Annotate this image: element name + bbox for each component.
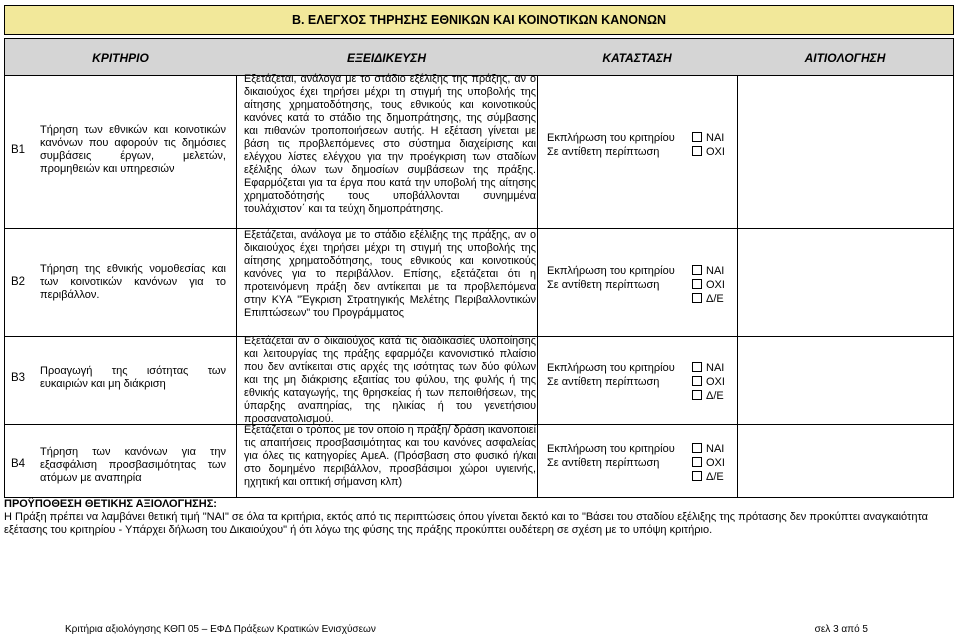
status-options (692, 442, 752, 484)
checkbox-icon[interactable] (692, 362, 702, 372)
checkbox-icon[interactable] (692, 132, 702, 142)
checkbox-icon[interactable] (692, 146, 702, 156)
precondition-text: Η Πράξη πρέπει να λαμβάνει θετική τιμή "ΝΑΙ" σε όλα τα κριτήρια, εκτός από τις περιπτώσεις όπου γίνεται δεκτό και το "Βάσει του σταδίου εξέλιξης της πρότασης δεν προκύπτει αναγκαιότητα εξέτασης του κριτηρίου - Υπάρχει δήλωση του Δικαιούχου" ή ότι λόγω της φύσης της πράξης προκύπτει ουδέτερη σε σχέση με το υπόψη κριτήριο. (4, 511, 928, 536)
precondition-title: ΠΡΟΫΠΟΘΕΣΗ ΘΕΤΙΚΗΣ ΑΞΙΟΛΟΓΗΣΗΣ: (4, 498, 217, 510)
status-otherwise-label: Σε αντίθετη περίπτωση (547, 376, 660, 388)
checkbox-icon[interactable] (692, 390, 702, 400)
checkbox-icon[interactable] (692, 279, 702, 289)
checkbox-icon[interactable] (692, 376, 702, 386)
criterion-text: Τήρηση της εθνικής νομοθεσίας και των κοινοτικών κανόνων για το περιβάλλον. (40, 263, 226, 301)
header-reasoning: ΑΙΤΙΟΛΟΓΗΣΗ (737, 38, 954, 76)
status-fulfilled-label: Εκπλήρωση του κριτηρίου (547, 362, 675, 374)
section-title: Β. ΕΛΕΓΧΟΣ ΤΗΡΗΣΗΣ ΕΘΝΙΚΩΝ ΚΑΙ ΚΟΙΝΟΤΙΚΩΝ ΚΑΝΟΝΩΝ (4, 5, 954, 35)
row-code: B4 (10, 458, 26, 470)
status-options (692, 264, 752, 306)
checkbox-icon[interactable] (692, 293, 702, 303)
criterion-text: Τήρηση των κανόνων για την εξασφάλιση προσβασιμότητας των ατόμων με αναπηρία (40, 446, 226, 484)
precondition-block (4, 498, 954, 537)
row-code: B2 (10, 276, 26, 288)
status-fulfilled-label: Εκπλήρωση του κριτηρίου (547, 132, 675, 144)
footer-title: Κριτήρια αξιολόγησης ΚΘΠ 05 – ΕΦΔ Πράξεων Κρατικών Ενισχύσεων (65, 624, 376, 635)
option-yes[interactable]: ΝΑΙ (692, 442, 752, 456)
option-na[interactable]: Δ/Ε (692, 389, 752, 403)
criterion-text: Προαγωγή της ισότητας των ευκαιριών και μη διάκριση (40, 365, 226, 390)
row-code: B1 (10, 144, 26, 156)
status-otherwise-label: Σε αντίθετη περίπτωση (547, 279, 660, 291)
option-na[interactable]: Δ/Ε (692, 292, 752, 306)
option-na[interactable]: Δ/Ε (692, 470, 752, 484)
header-criterion: ΚΡΙΤΗΡΙΟ (4, 38, 236, 76)
checkbox-icon[interactable] (692, 457, 702, 467)
criterion-explanation: Εξετάζεται, ανάλογα με το στάδιο εξέλιξης της πράξης, αν ο δικαιούχος έχει τηρήσει μέχρι τη στιγμή της υποβολής της αίτησης χρηματοδότησης, τους εθνικούς και κοινοτικούς κανόνες κατά το στάδιο της δημοπράτησης, της σύμβασης και πιθανών τροποποιήσεων αυτής. Η εξέταση γίνεται με βάση τις προβλεπόμενες στο σύστημα διαχείρισης και ελέγχου λίστες ελέγχου για την προέγκριση των σταδίων εξέλιξης όλων των δημοσίων συμβάσεων της πράξης. Εφαρμόζεται για τα έργα που κατά την υποβολή της αίτησης χρηματοδότησής τους υποβάλλονται συνημμένα τουλάχιστον΄ και τα τεύχη δημοπράτησης. (244, 73, 536, 215)
criterion-explanation: Εξετάζεται, ανάλογα με το στάδιο εξέλιξης της πράξης, αν ο δικαιούχος έχει τηρήσει μέχρι τη στιγμή της υποβολής της αίτησης χρηματοδότησης, τους εθνικούς και κοινοτικούς κανόνες για το περιβάλλον. Επίσης, εξετάζεται ότι η προτεινόμενη πράξη δεν αντίκειται με τα προβλεπόμενα στην ΚΥΑ "Έγκριση Στρατηγικής Μελέτης Περιβαλλοντικών Επιπτώσεων" του Προγράμματος (244, 229, 536, 319)
option-no[interactable]: ΟΧΙ (692, 145, 752, 159)
option-no[interactable]: ΟΧΙ (692, 278, 752, 292)
option-yes[interactable]: ΝΑΙ (692, 264, 752, 278)
row-code: B3 (10, 372, 26, 384)
criterion-explanation: Εξετάζεται αν ο δικαιούχος κατά τις διαδικασίες υλοποίησης και λειτουργίας της πράξης εφαρμόζει κανονιστικό πλαίσιο που δεν αντίκειται στις αρχές της ισότητας των δύο φύλων και της μη διάκρισης εξαιτίας του φύλου, της φυλής ή της εθνικής καταγωγής, της θρησκείας ή των πεποιθήσεων, της ύπαρξης αναπηρίας, της ηλικίας ή του γενετήσιου προσανατολισμού. (244, 335, 536, 425)
header-explanation: ΕΞΕΙΔΙΚΕΥΣΗ (236, 38, 537, 76)
status-options (692, 131, 752, 159)
checkbox-icon[interactable] (692, 443, 702, 453)
status-otherwise-label: Σε αντίθετη περίπτωση (547, 457, 660, 469)
status-fulfilled-label: Εκπλήρωση του κριτηρίου (547, 443, 675, 455)
criterion-explanation: Εξετάζεται ο τρόπος με τον οποίο η πράξη/ δράση ικανοποιεί τις απαιτήσεις προσβασιμότητας και του κανόνες ασφαλείας για όλες τις κατηγορίες ΑμεΑ. (Πρόσβαση στο φυσικό ή/και στο δομημένο περιβάλλον, προσβάσιμοι χώροι υγιεινής, ηχητική και οπτική σήμανση κλπ) (244, 424, 536, 488)
option-yes[interactable]: ΝΑΙ (692, 361, 752, 375)
table-divider (537, 76, 538, 498)
option-no[interactable]: ΟΧΙ (692, 456, 752, 470)
checkbox-icon[interactable] (692, 265, 702, 275)
page-number: σελ 3 από 5 (814, 624, 868, 635)
option-yes[interactable]: ΝΑΙ (692, 131, 752, 145)
checkbox-icon[interactable] (692, 471, 702, 481)
status-fulfilled-label: Εκπλήρωση του κριτηρίου (547, 265, 675, 277)
table-divider (236, 76, 237, 498)
status-options (692, 361, 752, 403)
header-status: ΚΑΤΑΣΤΑΣΗ (537, 38, 737, 76)
status-otherwise-label: Σε αντίθετη περίπτωση (547, 146, 660, 158)
option-no[interactable]: ΟΧΙ (692, 375, 752, 389)
criterion-text: Τήρηση των εθνικών και κοινοτικών κανόνων που αφορούν τις δημόσιες συμβάσεις έργων, μελετών, προμηθειών και υπηρεσιών (40, 124, 226, 175)
